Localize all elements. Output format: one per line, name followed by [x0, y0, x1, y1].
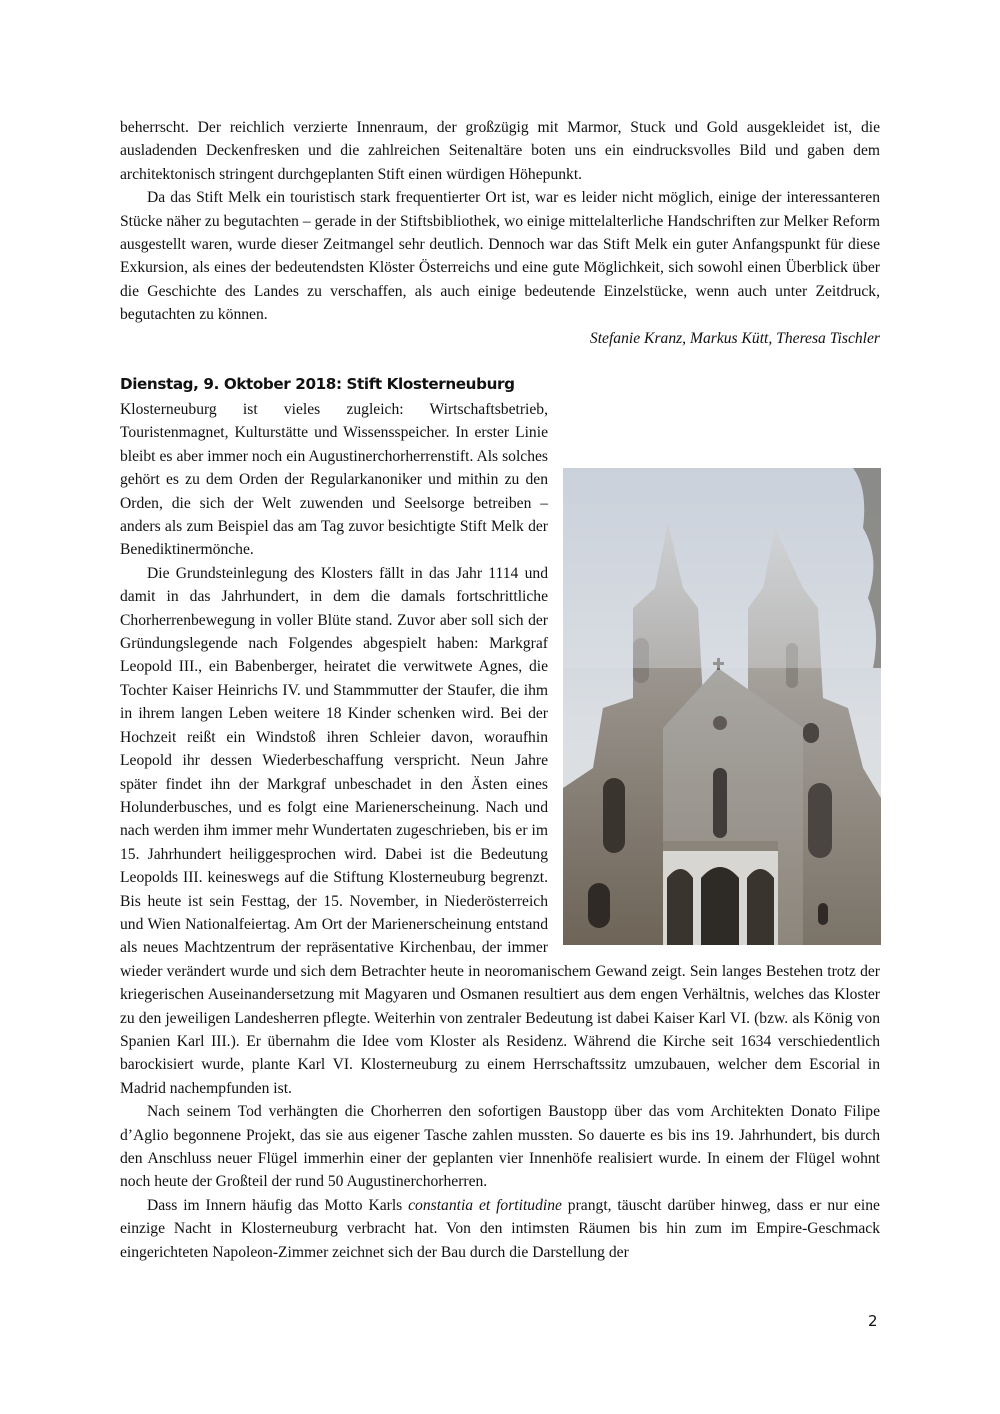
paragraph: beherrscht. Der reichlich verzierte Innenraum, der großzügig mit Marmor, Stuck und Gold ausgekleidet ist, die ausladenden Deckenfresken und die zahlreichen Seitenaltäre boten uns ein eindrucksvolles Bild und gaben dem architektonisch stringent durchgeplanten Stift einen würdigen Höhepunkt. — [120, 119, 880, 183]
paragraph-text: Dass im Innern häufig das Motto Karls — [147, 1196, 409, 1214]
paragraph: Da das Stift Melk ein touristisch stark frequentierter Ort ist, war es leider nicht möglich, einige der interessanteren Stücke näher zu begutachten – gerade in der Stiftsbibliothek, wo einige mittelalterliche Handschriften zur Melker Reform ausgestellt waren, wurde dieser Zeitmangel sehr deutlich. Dennoch war das Stift Melk ein guter Anfangspunkt für diese Exkursion, als eines der bedeutendsten Klöster Österreichs und eine gute Möglichkeit, sich sowohl einen Überblick über die Geschichte des Landes zu verschaffen, als auch einige bedeutende Einzelstücke, wenn auch unter Zeitdruck, begutachten zu können. — [120, 189, 880, 324]
section-heading: Dienstag, 9. Oktober 2018: Stift Klosterneuburg — [120, 375, 515, 393]
paragraph: Klosterneuburg ist vieles zugleich: Wirtschaftsbetrieb, Touristenmagnet, Kulturstätte und Wissensspeicher. In erster Linie bleibt es aber immer noch ein Augustinerchorherrenstift. Als solches gehört es zu dem Orden der Regularkanoniker und mithin zu den Orden, die sich der Welt zuwenden und Seelsorge betreiben – anders als zum Beispiel das am Tag zuvor besichtigte Stift Melk der Benediktinermönche. — [120, 401, 548, 559]
paragraph — [120, 1194, 880, 1264]
paragraph: Die Grundsteinlegung des Klosters fällt in das Jahr 1114 und damit in das Jahrhundert, in dem die damals fortschrittliche Chorherrenbewegung in voller Blüte stand. Zuvor aber soll sich der Gründungslegende nach Folgendes abgespielt haben: Markgraf Leopold III., ein Babenberger, heiratet die verwitwete Agnes, die Tochter Kaiser Heinrichs IV. und Stammmutter der Staufer, die ihm in ihrem langen Leben weitere 18 Kinder schenken wird. Bei der Hochzeit reißt ein Windstoß ihren Schleier davon, woraufhin Leopold ihr dessen Wiederbeschaffung verspricht. Neun Jahre später findet ihn der Markgraf unbeschadet in den Ästen eines Holunderbusches, und es folgt eine Marienerscheinung. Nach und nach werden ihm immer mehr Wundertaten zugeschrieben, bis er im 15. Jahrhundert heiliggesprochen wird. Dabei ist die Bedeutung Leopolds III. keineswegs auf die Stiftung Klosterneuburg begrenzt. Bis heute ist sein Festtag, der 15. November, in Niederösterreich und Wien Nationalfeiertag. Am Ort der Marienerscheinung entstand als neues Machtzentrum der repräsentative Kirchenbau, der immer wieder verändert wurde und sich dem Betrachter heute in neoromanischem Gewand zeigt. Sein langes Bestehen trotz der kriegerischen Auseinandersetzung mit Magyaren und Osmanen resultiert aus dem engen Verhältnis, welches das Kloster zu den jeweiligen Landesherren pflegte. Weiterhin von zentraler Bedeutung ist dabei Kaiser Karl VI. (bzw. als König von Spanien Karl III.). Er übernahm die Idee vom Kloster als Residenz. Während die Kirche seit 1634 verschiedentlich barockisiert wurde, plante Karl VI. Klosterneuburg zu einem Herrschaftssitz umzubauen, welcher dem Escorial in Madrid nachempfunden ist. — [120, 564, 880, 1097]
church-photo — [563, 468, 881, 945]
paragraph: Nach seinem Tod verhängten die Chorherren den sofortigen Baustopp über das vom Architekten Donato Filipe d’Aglio begonnene Projekt, das sie aus eigener Tasche zahlen mussten. So dauerte es bis ins 19. Jahrhundert, bis durch den Anschluss neuer Flügel immerhin einer der geplanten vier Innenhöfe realisiert wurde. In einem der Flügel wohnt noch heute der Großteil der rund 50 Augustinerchorherren. — [120, 1103, 880, 1191]
motto-italic: constantia et fortitudine — [408, 1196, 562, 1214]
paragraph-text: prangt, täuscht darüber hinweg, dass er nur eine einzige Nacht in Klosterneuburg verbracht hat. Von den intimsten Räumen bis hin zum im Empire-Geschmack eingerichteten Napoleon-Zimmer zeichnet sich der Bau durch die Darstellung der — [120, 1196, 880, 1261]
previous-section-text — [120, 116, 880, 350]
author-signature: Stefanie Kranz, Markus Kütt, Theresa Tischler — [589, 329, 880, 347]
page-number: 2 — [868, 1312, 878, 1330]
church-illustration-icon — [563, 468, 881, 945]
